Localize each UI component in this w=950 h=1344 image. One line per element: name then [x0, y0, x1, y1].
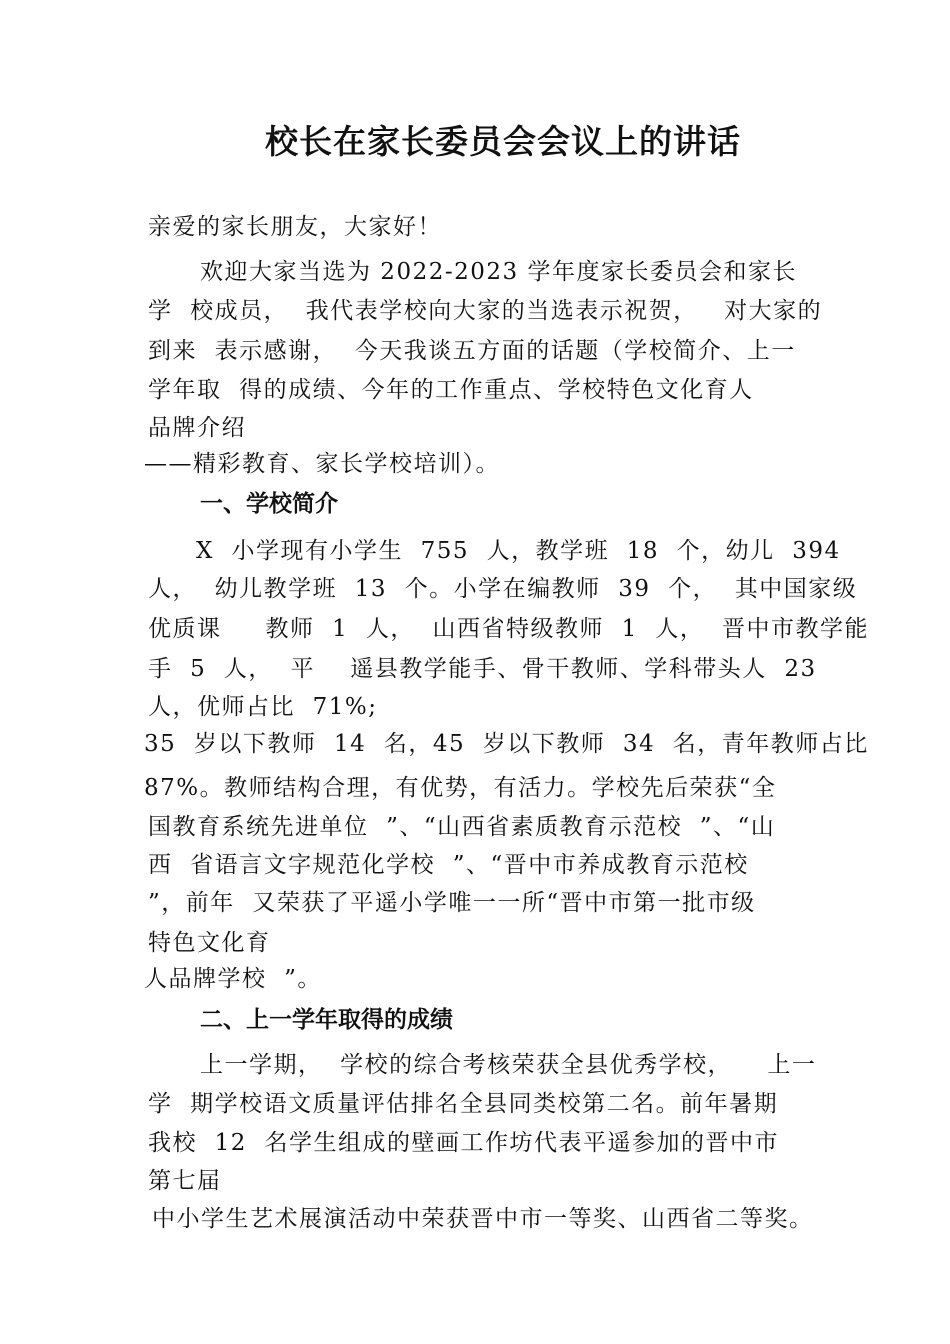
section1-line: 优质课 教师 1 人， 山西省特级教师 1 人， 晋中市教学能 [148, 616, 870, 642]
section1-line: X 小学现有小学生 755 人，教学班 18 个，幼儿 394 [196, 538, 841, 564]
section-heading-2: 二、上一学年取得的成绩 [200, 1007, 453, 1033]
section1-line: 手 5 人， 平 遥县教学能手、骨干教师、学科带头人 23 [148, 656, 817, 682]
section2-line: 学 期学校语文质量评估排名全县同类校第二名。前年暑期 [148, 1091, 779, 1117]
section1-line: 国教育系统先进单位 ”、“山西省素质教育示范校 ”、“山 [148, 814, 776, 840]
section1-line: 35 岁以下教师 14 名，45 岁以下教师 34 名，青年教师占比 [144, 731, 869, 757]
section1-line: 人， 幼儿教学班 13 个。小学在编教师 39 个， 其中国家级 [148, 576, 858, 602]
greeting: 亲爱的家长朋友，大家好！ [148, 214, 442, 240]
section1-line: 特色文化育 [148, 930, 271, 956]
section1-line: ”，前年 又荣获了平遥小学唯一一所“晋中市第一批市级 [148, 890, 756, 916]
intro-line: 学年取 得的成绩、今年的工作重点、学校特色文化育人 [148, 377, 754, 403]
section2-line: 第七届 [148, 1168, 222, 1194]
section2-line: 我校 12 名学生组成的壁画工作坊代表平遥参加的晋中市 [148, 1130, 780, 1156]
section1-line: 西 省语言文字规范化学校 ”、“晋中市养成教育示范校 [148, 852, 749, 878]
intro-line: 到来 表示感谢， 今天我谈五方面的话题（学校简介、上一 [148, 338, 796, 364]
section1-line: 人，优师占比 71%; [148, 694, 378, 720]
section1-line: 人品牌学校 ”。 [144, 966, 322, 992]
section-heading-1: 一、学校简介 [200, 491, 338, 517]
intro-line: 品牌介绍 [148, 415, 246, 441]
intro-line: 欢迎大家当选为 2022-2023 学年度家长委员会和家长 [200, 259, 797, 285]
intro-line: 学 校成员， 我代表学校向大家的当选表示祝贺， 对大家的 [148, 298, 823, 324]
section1-line: 87%。教师结构合理，有优势，有活力。学校先后荣获“全 [144, 775, 777, 801]
intro-line: ——精彩教育、家长学校培训）。 [144, 451, 500, 477]
document-title: 校长在家长委员会会议上的讲话 [265, 122, 741, 161]
section2-line: 上一学期， 学校的综合考核荣获全县优秀学校， 上一 [200, 1052, 817, 1078]
section2-line: 中小学生艺术展演活动中荣获晋中市一等奖、山西省二等奖。 [152, 1206, 814, 1232]
